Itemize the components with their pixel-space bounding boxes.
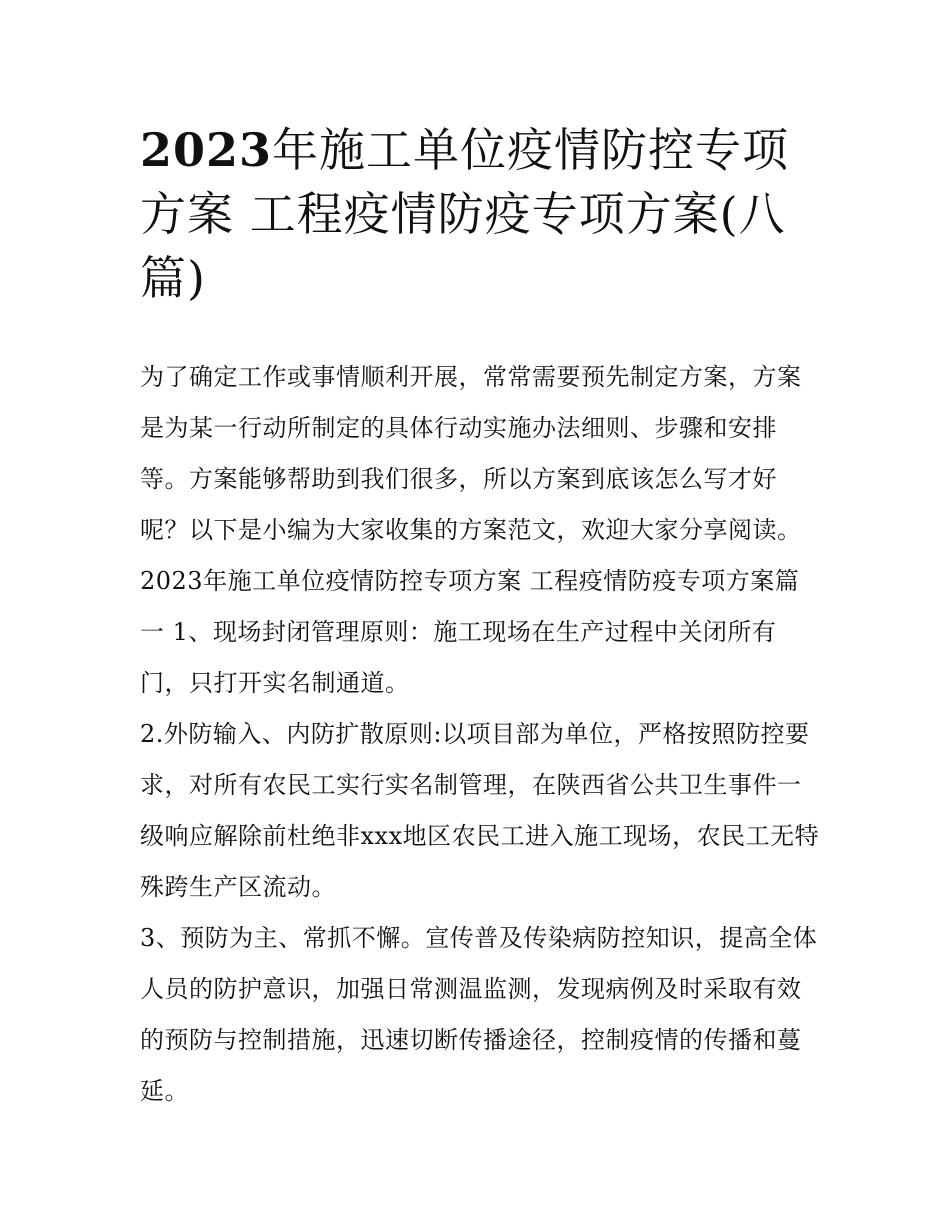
document-body: [140, 352, 820, 1117]
section-one-paragraph: 2023年施工单位疫情防控专项方案 工程疫情防疫专项方案篇一 1、现场封闭管理原则：施工现场在生产过程中关闭所有门，只打开实名制通道。: [140, 567, 800, 697]
title-year: 2023: [140, 123, 273, 177]
document-title: [140, 118, 830, 310]
title-text: 年施工单位疫情防控专项方案 工程疫情防疫专项方案(八篇): [140, 123, 790, 305]
principle-three-paragraph: 3、预防为主、常抓不懈。宣传普及传染病防控知识，提高全体人员的防护意识，加强日常测温监测，发现病例及时采取有效的预防与控制措施，迅速切断传播途径，控制疫情的传播和蔓延。: [140, 924, 818, 1105]
intro-paragraph: 为了确定工作或事情顺利开展，常常需要预先制定方案，方案是为某一行动所制定的具体行动实施办法细则、步骤和安排等。方案能够帮助到我们很多，所以方案到底该怎么写才好呢？以下是小编为大家收集的方案范文，欢迎大家分享阅读。: [140, 363, 802, 544]
principle-two-paragraph: 2.外防输入、内防扩散原则:以项目部为单位，严格按照防控要求，对所有农民工实行实名制管理，在陕西省公共卫生事件一级响应解除前杜绝非xxx地区农民工进入施工现场，农民工无特殊跨生产区流动。: [140, 720, 820, 901]
